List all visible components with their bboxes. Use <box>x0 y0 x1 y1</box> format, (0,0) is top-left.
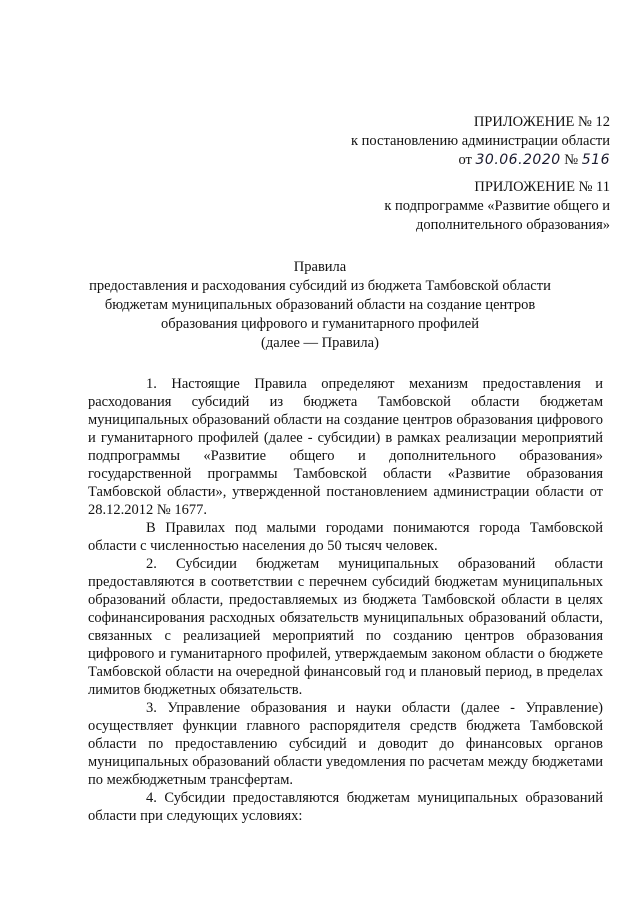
title-line-3: бюджетам муниципальных образований области на создание центров <box>104 297 536 313</box>
document-title <box>60 258 580 353</box>
appendix-11-header <box>310 178 610 235</box>
appendix-11-line2: к подпрограмме «Развитие общего и <box>384 198 610 214</box>
from-label: от <box>458 152 472 168</box>
appendix-12-header <box>310 113 610 170</box>
paragraph-1: 1. Настоящие Правила определяют механизм предоставления и расходования субсидий из бюджета Тамбовской области бюджетам муниципальных образований области на создание центров образования цифрового и гуманитарного профилей (далее - субсидии) в рамках реализации мероприятий подпрограммы «Развитие общего и дополнительного образования» государственной программы Тамбовской области «Развитие образования Тамбовской области», утвержденной постановлением администрации области от 28.12.2012 № 1677. <box>88 376 603 518</box>
paragraph-3: 3. Управление образования и науки области (далее - Управление) осуществляет функции главного распорядителя средств бюджета Тамбовской области по предоставлению субсидий и доводит до финансовых органов муниципальных образований области уведомления по расчетам между бюджетами по межбюджетным трансфертам. <box>88 700 603 788</box>
title-line-1: Правила <box>293 259 347 275</box>
number-label: № <box>564 152 579 168</box>
decree-date-line <box>310 151 610 170</box>
appendix-11-title: ПРИЛОЖЕНИЕ № 11 <box>474 179 610 195</box>
paragraph-small-towns: В Правилах под малыми городами понимаются города Тамбовской области с численностью населения до 50 тысяч человек. <box>88 520 603 554</box>
appendix-12-title: ПРИЛОЖЕНИЕ № 12 <box>473 114 610 130</box>
paragraph-4: 4. Субсидии предоставляются бюджетам муниципальных образований области при следующих условиях: <box>88 790 603 824</box>
appendix-11-line3: дополнительного образования» <box>415 217 610 233</box>
handwritten-number: 516 <box>581 152 610 168</box>
title-line-4: образования цифрового и гуманитарного профилей <box>161 316 479 332</box>
paragraph-2: 2. Субсидии бюджетам муниципальных образований области предоставляются в соответствии с перечнем субсидий бюджетам муниципальных образований области, предоставляемых из бюджета Тамбовской области в целях софинансирования расходных обязательств муниципальных образований области, связанных с реализацией мероприятий по созданию центров образования цифрового и гуманитарного профилей, утверждаемым законом области о бюджете Тамбовской области на очередной финансовый год и плановый период, в пределах лимитов бюджетных обязательств. <box>88 556 603 698</box>
appendix-12-subtitle: к постановлению администрации области <box>350 133 610 149</box>
title-line-2: предоставления и расходования субсидий из бюджета Тамбовской области <box>89 278 551 294</box>
document-body <box>88 375 603 825</box>
handwritten-date: 30.06.2020 <box>475 152 561 168</box>
title-line-5: (далее — Правила) <box>261 335 379 351</box>
